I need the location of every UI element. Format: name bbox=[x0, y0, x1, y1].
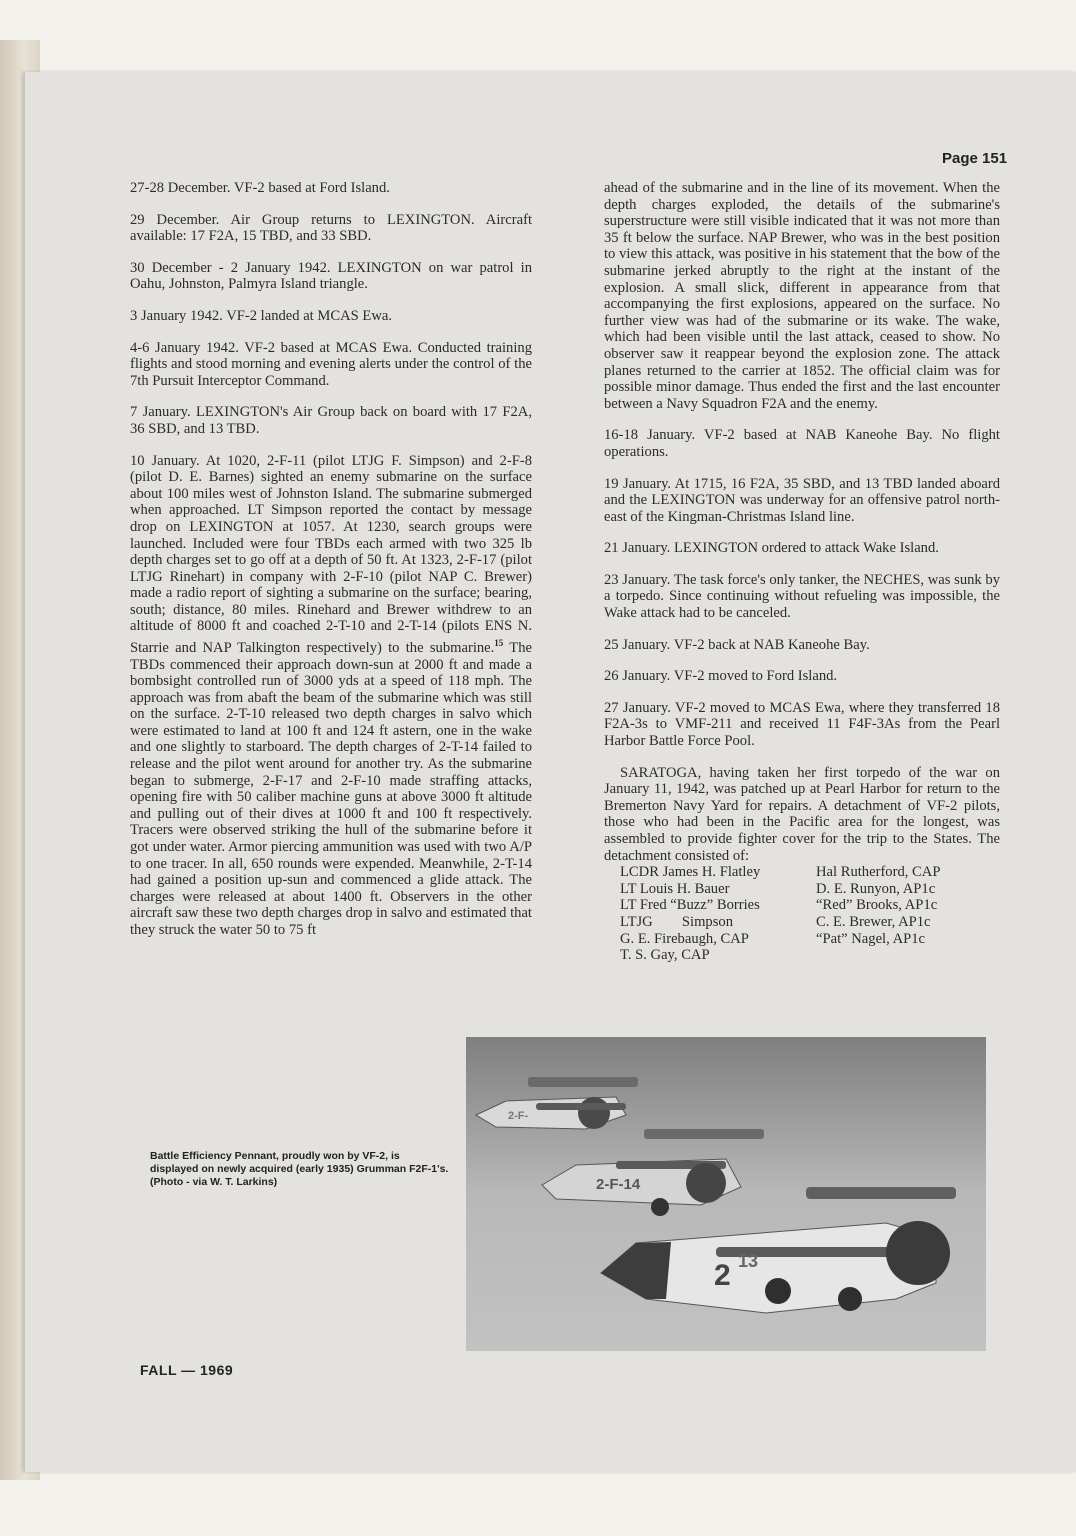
plane-marking: 13 bbox=[738, 1251, 759, 1271]
paragraph: 4-6 January 1942. VF-2 based at MCAS Ewa. Conducted training flights and stood morning and evening alerts under the control of the 7th Pursuit Interceptor Command. bbox=[130, 339, 532, 389]
paragraph: 19 January. At 1715, 16 F2A, 35 SBD, and 13 TBD landed aboard and the LEXINGTON was underway for an offensive patrol north-east of the Kingman-Christmas Island line. bbox=[604, 475, 1000, 525]
plane-marking: 2-F- bbox=[508, 1110, 529, 1122]
plane-marking: 2-F-14 bbox=[596, 1176, 641, 1193]
plane-marking: 2 bbox=[714, 1259, 731, 1292]
roster-entry: D. E. Runyon, AP1c bbox=[816, 880, 936, 897]
paragraph: 7 January. LEXINGTON's Air Group back on board with 17 F2A, 36 SBD, and 13 TBD. bbox=[130, 404, 532, 437]
paragraph: 3 January 1942. VF-2 landed at MCAS Ewa. bbox=[130, 307, 392, 324]
roster-entry: T. S. Gay, CAP bbox=[620, 947, 710, 964]
roster-entry bbox=[816, 947, 1006, 964]
biplane-photo bbox=[466, 1037, 986, 1351]
paragraph-part: The TBDs commenced their approach down-sun at 2000 ft and made a bombsight controlled run of 3000 yds at a speed of 118 mph. The approach was from abaft the beam of the submarine which was still on the surface. 2-T-10 released two depth charges in salvo which were estimated to land at 100 ft and 124 ft astern, one in the wake and one slightly to starboard. The depth charges of 2-T-14 failed to release and the pilot went around for another try. As the submarine began to submerge, 2-F-17 and 2-F-10 made straffing attacks, opening fire with 50 caliber machine guns at above 3000 ft altitude and pulling out of their dives at 1000 ft and 100 ft respectively. Tracers were observed striking the hull of the submarine before it got under water. Armor piercing ammunition was used with two A/P to one tracer. In all, 650 rounds were expended. Meanwhile, 2-T-14 had gained a position up-sun and commenced a glide attack. The charges were released at about 1400 ft. Observers in the other aircraft saw these two depth charges drop in salvo and estimated that they struck the water 50 to 75 ft bbox=[130, 639, 532, 939]
paragraph-saratoga: SARATOGA, having taken her first torpedo of the war on January 11, 1942, was patched up at Pearl Harbor for return to the Bremerton Navy Yard for repairs. A detachment of VF-2 pilots, those who had been in the Pacific area for the longest, was assembled to provide fighter cover for the trip to the States. The detachment consisted of: bbox=[604, 764, 1000, 864]
paragraph-part: 10 January. At 1020, 2-F-11 (pilot LTJG F. Simpson) and 2-F-8 (pilot D. E. Barnes) sighted an enemy submarine on the surface about 100 miles west of Johnston Island. The submarine submerged when approached. LT Simpson reported the contact by message drop on LEXINGTON at 1057. At 1230, search groups were launched. Included were four TBDs each armed with two 325 lb depth charges set to go off at a depth of 50 ft. At 1323, 2-F-17 (pilot LTJG Rinehart) in company with 2-F-10 (pilot NAP C. Brewer) made a radio report of sighting a submarine on the surface; bearing, south; distance, 80 miles. Rinehard and Brewer withdrew to an altitude of 8000 ft and coached 2-T-10 and 2-T-14 (pilots ENS N. Starrie and NAP Talkington respectively) to the submarine. bbox=[130, 452, 532, 656]
roster-entry: G. E. Firebaugh, CAP bbox=[620, 930, 749, 947]
paragraph: ahead of the submarine and in the line of its movement. When the depth charges exploded, the details of the submarine's superstructure were still visible indicated that it was not more than 35 ft below the surface. NAP Brewer, who was in the best position to view this attack, was positive in his statement that the bow of the submarine jerked abruptly to the right at the instant of the explosion. A small slick, different in appearance from that accompanying the first explosions, appeared on the surface. No further view was had of the submarine or its wake. The wake, which had been visible until the last attack, ceased to show. No observer saw it reappear beyond the explosion zone. The attack planes returned to the carrier at 1852. The official claim was for possible minor damage. Thus ended the first and the last encounter between a Navy Squadron F2A and the enemy. bbox=[604, 180, 1000, 412]
paragraph: 27-28 December. VF-2 based at Ford Island. bbox=[130, 180, 390, 196]
paragraph: 16-18 January. VF-2 based at NAB Kaneohe Bay. No flight operations. bbox=[604, 427, 1000, 460]
paragraph: 25 January. VF-2 back at NAB Kaneohe Bay. bbox=[604, 636, 870, 653]
paragraph-submarine-attack bbox=[130, 453, 532, 939]
issue-footer: FALL — 1969 bbox=[140, 1362, 234, 1378]
photo-caption: Battle Efficiency Pennant, proudly won by VF-2, is displayed on newly acquired (early 1935) Grumman F2F-1's. (Photo - via W. T. Larkins) bbox=[150, 1150, 449, 1188]
roster-entry: LTJG Simpson bbox=[620, 913, 733, 930]
roster-entry: Hal Rutherford, CAP bbox=[816, 864, 941, 881]
roster-entry: “Red” Brooks, AP1c bbox=[816, 897, 938, 914]
roster-entry: LCDR James H. Flatley bbox=[620, 864, 761, 881]
roster-entry: C. E. Brewer, AP1c bbox=[816, 913, 931, 930]
page-number: Page 151 bbox=[942, 150, 1008, 167]
footnote-mark: 15 bbox=[494, 638, 504, 649]
roster-entry: LT Fred “Buzz” Borries bbox=[620, 897, 760, 914]
detachment-roster bbox=[620, 864, 1000, 964]
biplanes-illustration bbox=[466, 1037, 986, 1351]
right-column bbox=[604, 180, 1000, 964]
paragraph: 21 January. LEXINGTON ordered to attack Wake Island. bbox=[604, 540, 939, 557]
paragraph: 29 December. Air Group returns to LEXINGTON. Aircraft available: 17 F2A, 15 TBD, and 33 SBD. bbox=[130, 211, 532, 245]
paragraph: 26 January. VF-2 moved to Ford Island. bbox=[604, 668, 838, 685]
paragraph: 27 January. VF-2 moved to MCAS Ewa, where they transferred 18 F2A-3s to VMF-211 and received 11 F4F-3As from the Pearl Harbor Battle Force Pool. bbox=[604, 699, 1000, 750]
left-column bbox=[130, 180, 532, 939]
roster-entry: “Pat” Nagel, AP1c bbox=[816, 930, 926, 947]
roster-entry: LT Louis H. Bauer bbox=[620, 880, 730, 897]
paragraph: 30 December - 2 January 1942. LEXINGTON on war patrol in Oahu, Johnston, Palmyra Island triangle. bbox=[130, 259, 532, 293]
paragraph: 23 January. The task force's only tanker, the NECHES, was sunk by a torpedo. Since continuing without refueling was impossible, the Wake attack had to be canceled. bbox=[604, 571, 1000, 622]
